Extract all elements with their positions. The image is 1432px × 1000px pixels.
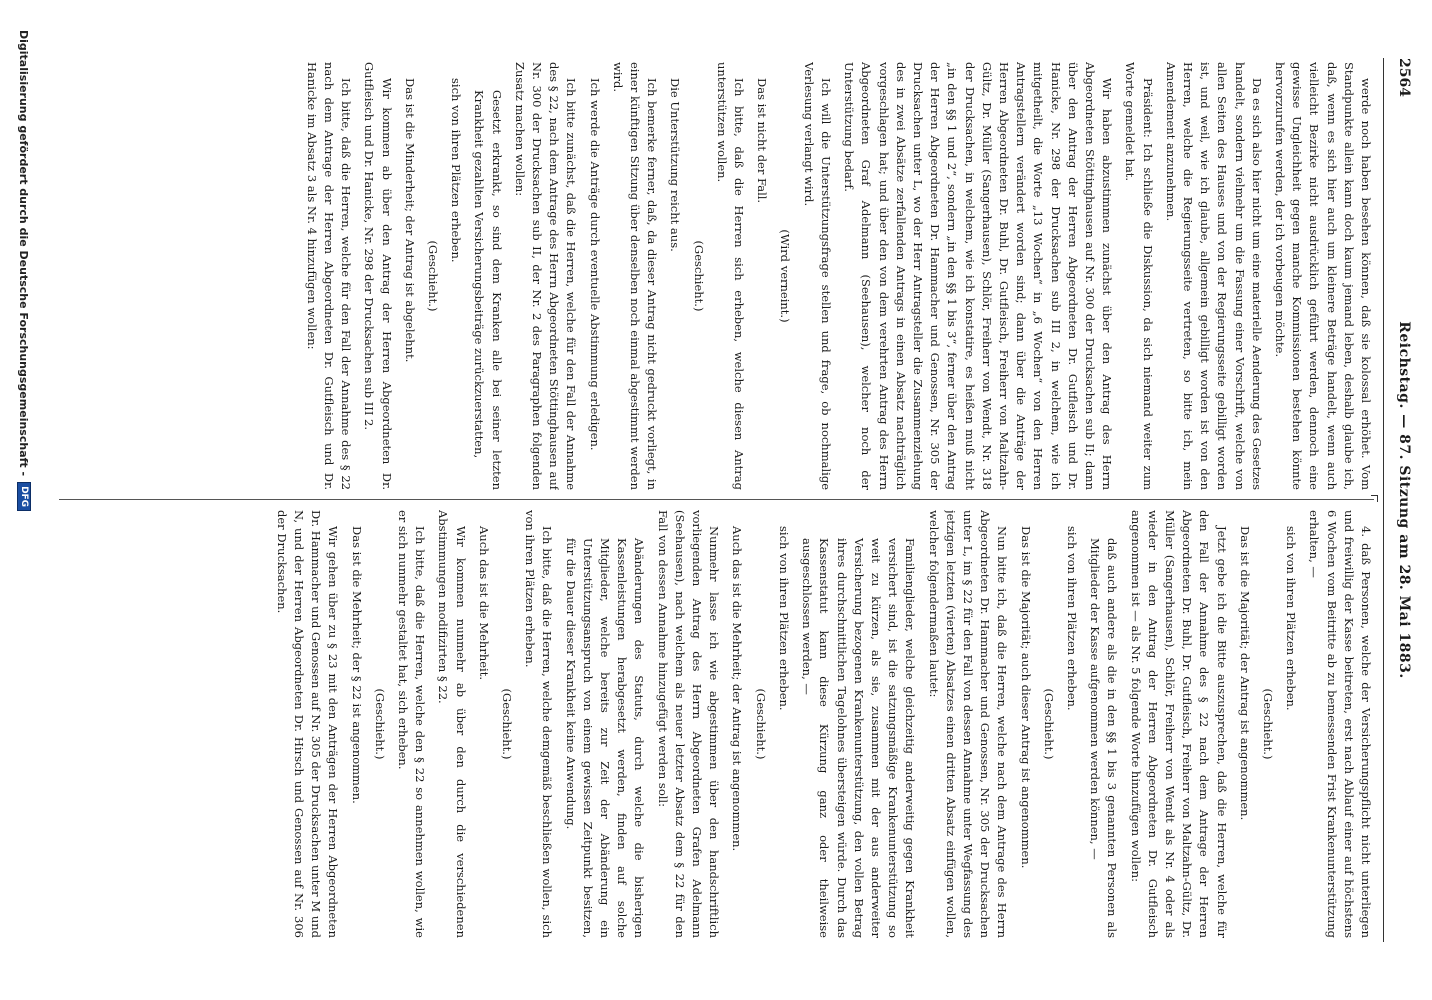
paragraph: Ich bitte, daß die Herren, welche für den Fall der Annahme des § 22 nach dem Antrage der Herren Abgeordneten Dr. Gutfleisch und Dr. Hanicke im Absatz 3 als Nr. 4 hinzufügen wollen:	[304, 62, 354, 490]
paragraph: Nunmehr lasse ich wie abgestimmen über den handschriftlich vorliegenden Antrag des Herrn Abgeordneten Grafen Adelmann (Seehausen), nach welchem als neuer letzter Absatz dem § 22 für den Fall von dessen Annahme hinzugefügt werden soll:	[655, 510, 722, 938]
paragraph: Ich will die Unterstützungsfrage stellen und frage, ob nochmalige Verlesung verlangt wird.	[801, 62, 833, 490]
column-divider	[59, 499, 1374, 500]
quoted-motion: Gesetzt erkrankt, so sind dem Kranken alle bei seiner letzten Krankheit gezahlten Versicherungsbeiträge zurückzuerstatten,	[472, 90, 504, 490]
page-header	[1388, 58, 1414, 942]
paragraph: Das ist nicht der Fall.	[755, 78, 770, 204]
paragraph: Wir kommen nunmehr ab über den durch die verschiedenen Abstimmungen modifizirten § 22.	[436, 510, 468, 938]
paragraph: Ich bitte, daß die Herren, welche demgemäß beschließen wollen, sich von ihren Plätzen erheben.	[523, 510, 555, 938]
quoted-motion: daß auch andere als die in den §§ 1 bis 3 genannten Personen als Mitglieder der Kasse aufgenommen werden können, —	[1088, 538, 1120, 938]
paragraph: Wir haben abzustimmen zunächst über den Antrag des Herrn Abgeordneten Stöttinghausen auf Nr. 300 der Drucksachen sub II; dann über den Antrag der Herren Abgeordneten Dr. Gutfleisch und Dr. Hanicke, Nr. 298 der Drucksachen sub III 2, in welchem, wie ich mitgetheilt, die Worte „13 Wochen“ in „6 Wochen“ von den Herren Antragstellern verändert worden sind; dann über die Anträge der Herren Abgeordneten Dr. Buhl, Dr. Gutfleisch, Freiherr von Maltzahn-Gültz, Dr. Müller (Sangerhausen), Schlör, Freiherr von Wendt, Nr. 318 der Drucksachen, in welchem, wie ich konstatire, es heißen muß nicht „in den §§ 1 und 2“, sondern „in den §§ 1 bis 3“, ferner über den Antrag der Herren Abgeordneten Dr. Hammacher und Genossen, Nr. 305 der Drucksachen unter L, wo der Herr Antragsteller die Zusammenziehung des in zwei Absätze zerfallenden Antrags in einen Absatz nachträglich vorgeschlagen hat; und über den von dem verehrten Antrag des Herrn Abgeordneten Graf Adelmann (Seehausen), welcher noch der Unterstützung bedarf.	[842, 62, 1115, 490]
paragraph: Ich bitte, daß die Herren sich erheben, welche diesen Antrag unterstützen wollen.	[714, 62, 747, 490]
digitization-footer	[14, 30, 34, 511]
stage-direction: (Geschieht.)	[753, 688, 768, 760]
left-text-column	[59, 62, 1374, 490]
paragraph: Das ist die Minderheit; der Antrag ist abgelehnt.	[402, 78, 417, 363]
paragraph: Auch das ist die Mehrheit; der Antrag ist angenommen.	[730, 526, 745, 852]
dfg-logo: DFG	[17, 482, 31, 511]
quoted-motion: Abänderungen des Statuts, durch welche die bisherigen Kassenleistungen herabgesetzt werden, finden auf solche Mitglieder, welche bereits zur Zeit der Abänderung ein Unterstützungsanspruch von einem gewissen Zeitpunkt besitzen, für die Dauer dieser Krankheit keine Anwendung.	[563, 538, 647, 938]
paragraph: werde noch haben besehen können, daß sie kolossal erhöhet. Vom Standpunkte allein kann doch kaum jemand leben, deshalb glaube ich, daß, wenn es sich hier auch um kleinere Beträge handelt, wenn auch vielleicht Bezirke nicht ausdrücklich geführt werden, dennoch eine gewisse Ungleichheit gegen manche Kommissionen bestehen könnte hervorzurufen werden, der ich vorbeugen möchte.	[1272, 62, 1373, 490]
paragraph: Ich bitte, daß die Herren, welche den § 22 so annehmen wollen, wie er sich nunmehr gestaltet hat, sich erheben.	[396, 510, 428, 938]
paragraph: Auch das ist die Mehrheit.	[476, 526, 491, 680]
page-number: 2564	[1396, 58, 1412, 97]
paragraph: 4. daß Personen, welche der Versicherungspflicht nicht unterliegen und freiwillig der Kasse beitreten, erst nach Ablauf einer auf höchstens 6 Wochen vom Beitritte ab zu bemessenden Frist Krankenunterstützung erhalten, —	[1307, 510, 1373, 938]
stage-direction: (Geschieht.)	[1041, 688, 1056, 760]
paragraph: Die Unterstützung reicht aus.	[668, 78, 683, 252]
paragraph: Das ist die Majorität; auch dieser Antrag ist angenommen.	[1018, 526, 1033, 869]
stage-direction: (Wird verneint.)	[778, 229, 793, 323]
quoted-motion: Familienglieder, welche gleichzeitig anderweitig gegen Krankheit versichert sind, ist die satzungsmäßige Krankenunterstützung so weit zu kürzen, als sie, zusammen mit der aus anderweiter Versicherung bezogenen Krankenunterstützung, den vollen Betrag ihres durchschnittlichen Tagelohnes übersteigen würde. Durch das Kassenstatut kann diese Kürzung ganz oder theilweise ausgeschlossen werden, —	[800, 538, 918, 938]
header-rule	[1383, 58, 1384, 942]
register-mark	[1371, 495, 1378, 502]
paragraph: Das ist die Majorität; der Antrag ist angenommen.	[1237, 526, 1252, 821]
paragraph: sich von ihren Plätzen erheben.	[449, 78, 464, 263]
paragraph: Nun bitte ich, daß die Herren, welche nach dem Antrage des Herrn Abgeordneten Dr. Hammacher und Genossen, Nr. 305 der Drucksachen unter L, im § 22 für den Fall von dessen Annahme unter Wegfassung des jetzigen letzten (vierten) Absatzes einen dritten Absatz einfügen wollen, welcher folgendermaßen lautet:	[926, 510, 1010, 938]
stage-direction: (Geschieht.)	[691, 240, 706, 312]
paragraph: sich von ihren Plätzen erheben.	[1064, 526, 1079, 711]
right-text-column	[59, 510, 1374, 938]
footer-credit: Digitalisierung gefördert durch die Deutsche Forschungsgemeinschaft -	[17, 30, 31, 477]
paragraph: Wir kommen ab über den Antrag der Herren Abgeordneten Dr. Gutfleisch und Dr. Hanicke, Nr. 298 der Drucksachen sub III 2.	[362, 62, 394, 490]
paragraph: Ich bemerke ferner, daß, da dieser Antrag nicht gedruckt vorliegt, in einer künftigen Sitzung über denselben noch einmal abgestimmt werden wird.	[610, 62, 660, 490]
paragraph: Jetzt gebe ich die Bitte auszusprechen, daß die Herren, welche für den Fall der Annahme des § 22 nach dem Antrage der Herren Abgeordneten Dr. Buhl, Dr. Gutfleisch, Freiherr von Maltzahn-Gültz, Dr. Müller (Sangerhausen), Schlör, Freiherr von Wendt als Nr. 4 oder als wieder in den Antrag der Herren Abgeordneten Dr. Gutfleisch angenommen ist — als Nr. 5 folgende Worte hinzufügen wollen:	[1128, 510, 1229, 938]
stage-direction: (Geschieht.)	[1260, 688, 1275, 760]
stage-direction: (Geschieht.)	[372, 688, 387, 760]
paragraph: Das ist die Mehrheit; der § 22 ist angenommen.	[349, 526, 364, 804]
paragraph: Ich bitte zunächst, daß die Herren, welche für den Fall der Annahme des § 22, nach dem Antrage des Herrn Abgeordneten Stöttinghausen auf Nr. 300 der Drucksachen sub II, der Nr. 2 des Paragraphen folgenden Zusatz machen wollen:	[512, 62, 579, 490]
paragraph: sich von ihren Plätzen erheben.	[1284, 526, 1299, 711]
paragraph: Präsident: Ich schließe die Diskussion, da sich niemand weiter zum Worte gemeldet hat.	[1123, 62, 1155, 490]
paragraph: Da es sich also hier nicht um eine materielle Aenderung des Gesetzes handelt, sondern vielmehr um die Fassung einer Vorschrift, welche von allen Seiten des Hauses und von der Regierungsseite gebilligt worden ist, und weil, wie ich glaube, allgemein gebilligt worden ist von den Herren, welche die Regierungsseite vertreten, so bitte ich, mein Amendement anzunehmen.	[1163, 62, 1264, 490]
page-title: Reichstag. — 87. Sitzung am 28. Mai 1883.	[1396, 321, 1412, 679]
paragraph: Wir gehen über zu § 23 mit den Anträgen der Herren Abgeordneten Dr. Hammacher und Genossen auf Nr. 305 der Drucksachen unter M und N, und der Herren Abgeordneten Dr. Hirsch und Genossen auf Nr. 306 der Drucksachen.	[274, 510, 341, 938]
stage-direction: (Geschieht.)	[426, 240, 441, 312]
stage-direction: (Geschieht.)	[500, 688, 515, 760]
paragraph: Ich werde die Anträge durch eventuelle Abstimmung erledigen.	[587, 78, 602, 451]
paragraph: sich von ihren Plätzen erheben.	[776, 526, 791, 711]
